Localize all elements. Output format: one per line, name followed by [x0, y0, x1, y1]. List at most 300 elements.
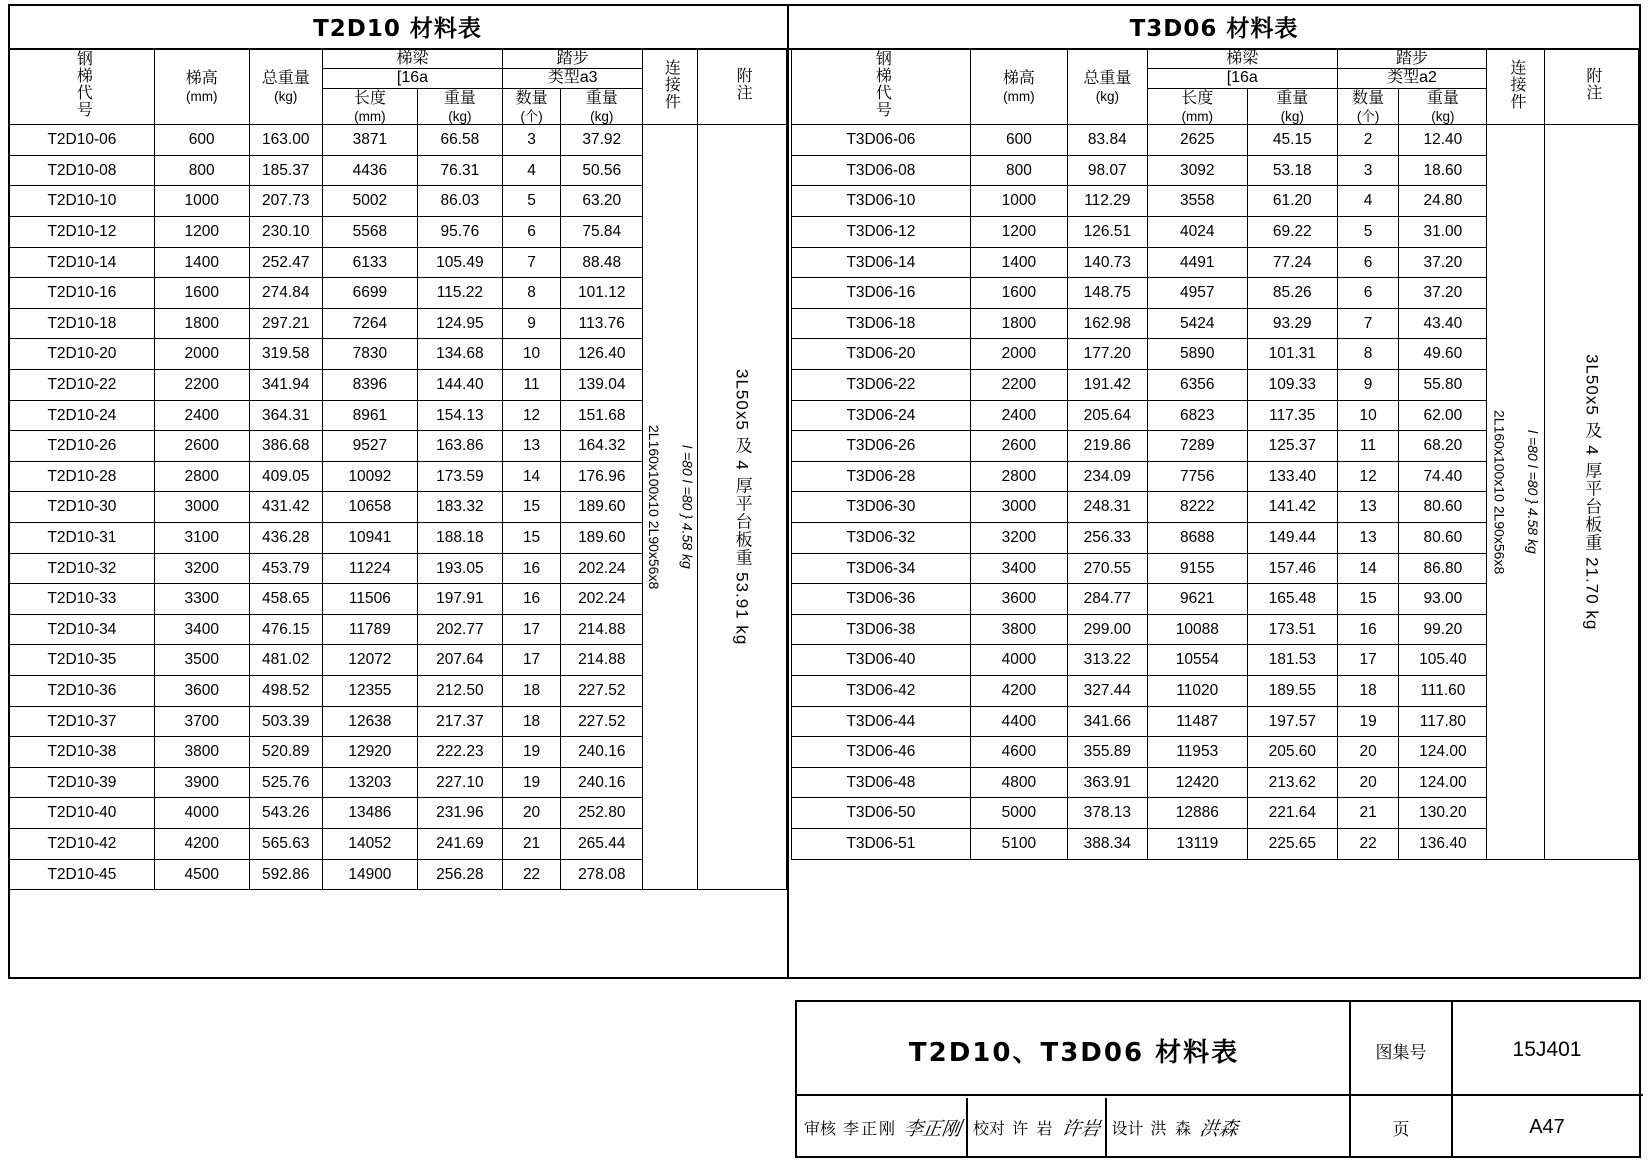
table-cell: 3400	[154, 614, 249, 645]
table-cell: T3D06-44	[792, 706, 971, 737]
right-table-title: T3D06 材料表	[1129, 16, 1299, 42]
table-cell: 252.80	[561, 798, 643, 829]
table-cell: 10554	[1147, 645, 1247, 676]
table-cell: T2D10-20	[10, 339, 155, 370]
table-cell: 18.60	[1399, 155, 1487, 186]
table-cell: T3D06-46	[792, 737, 971, 768]
title-block	[795, 1000, 1641, 1158]
table-cell: 113.76	[561, 308, 643, 339]
table-cell: 189.60	[561, 492, 643, 523]
table-cell: 3700	[154, 706, 249, 737]
table-cell: 11506	[322, 584, 417, 615]
table-cell: 115.22	[417, 278, 502, 309]
table-cell: T3D06-12	[792, 217, 971, 248]
table-cell: 10088	[1147, 614, 1247, 645]
title-block-grid	[797, 1002, 1639, 1156]
table-cell: 63.20	[561, 186, 643, 217]
table-cell: T2D10-37	[10, 706, 155, 737]
table-cell: 213.62	[1247, 767, 1337, 798]
table-cell: 139.04	[561, 370, 643, 401]
right-table-body	[792, 125, 1639, 859]
table-cell: 124.00	[1399, 737, 1487, 768]
table-cell: 18	[502, 706, 560, 737]
table-cell: 227.10	[417, 767, 502, 798]
table-cell: 6823	[1147, 400, 1247, 431]
table-cell: T3D06-40	[792, 645, 971, 676]
table-cell: 800	[154, 155, 249, 186]
table-cell: 388.34	[1067, 828, 1147, 859]
table-cell: 19	[1337, 706, 1399, 737]
signature-check-label: 校对	[973, 1120, 1006, 1138]
signature-design-sign: 洪森	[1198, 1117, 1240, 1140]
table-cell: T3D06-10	[792, 186, 971, 217]
table-cell: 3558	[1147, 186, 1247, 217]
table-cell: T3D06-32	[792, 523, 971, 554]
th-step-qty: 数量 (个)	[502, 88, 560, 125]
table-cell: 12420	[1147, 767, 1247, 798]
table-cell: 68.20	[1399, 431, 1487, 462]
table-cell: 4500	[154, 859, 249, 890]
table-cell: 355.89	[1067, 737, 1147, 768]
table-cell: 21	[1337, 798, 1399, 829]
table-cell: 7264	[322, 308, 417, 339]
th-code: 钢梯代号	[10, 50, 155, 125]
table-cell: 17	[502, 614, 560, 645]
table-cell: 205.60	[1247, 737, 1337, 768]
table-cell: 69.22	[1247, 217, 1337, 248]
th-beam-spec: [16a	[322, 69, 502, 88]
table-cell: 205.64	[1067, 400, 1147, 431]
table-cell: 1400	[970, 247, 1067, 278]
table-cell: 13119	[1147, 828, 1247, 859]
table-cell: 240.16	[561, 767, 643, 798]
table-cell: 43.40	[1399, 308, 1487, 339]
table-cell: 141.42	[1247, 492, 1337, 523]
table-cell: 207.73	[249, 186, 322, 217]
table-cell: 18	[502, 675, 560, 706]
table-cell: T2D10-30	[10, 492, 155, 523]
table-cell: 3300	[154, 584, 249, 615]
table-row	[10, 125, 787, 156]
connector-cell: 2L160x100x10 2L90x56x8 l =80 l =80 } 4.58 kg	[1487, 125, 1545, 859]
table-cell: 297.21	[249, 308, 322, 339]
th-note: 附注	[1544, 50, 1638, 125]
drawing-name: T2D10、T3D06 材料表	[908, 1037, 1240, 1068]
table-cell: 3	[502, 125, 560, 156]
right-table-head	[792, 50, 1639, 125]
th-step-weight: 重量 (kg)	[561, 88, 643, 125]
th-beam-weight: 重量 (kg)	[1247, 88, 1337, 125]
table-cell: 3000	[154, 492, 249, 523]
table-cell: 11789	[322, 614, 417, 645]
table-cell: 7	[1337, 308, 1399, 339]
table-cell: T2D10-08	[10, 155, 155, 186]
table-cell: T3D06-42	[792, 675, 971, 706]
table-cell: 101.31	[1247, 339, 1337, 370]
table-cell: 3600	[970, 584, 1067, 615]
page-label: 页	[1392, 1119, 1410, 1139]
table-cell: 181.53	[1247, 645, 1337, 676]
table-cell: 19	[502, 737, 560, 768]
table-cell: 112.29	[1067, 186, 1147, 217]
table-cell: 3200	[970, 523, 1067, 554]
table-cell: 144.40	[417, 370, 502, 401]
table-cell: T3D06-08	[792, 155, 971, 186]
table-cell: 20	[1337, 737, 1399, 768]
th-step-qty: 数量 (个)	[1337, 88, 1399, 125]
table-cell: 17	[1337, 645, 1399, 676]
table-cell: T3D06-50	[792, 798, 971, 829]
table-cell: 22	[1337, 828, 1399, 859]
table-cell: 6356	[1147, 370, 1247, 401]
table-cell: T2D10-36	[10, 675, 155, 706]
table-cell: 1800	[970, 308, 1067, 339]
table-cell: 231.96	[417, 798, 502, 829]
table-cell: 163.00	[249, 125, 322, 156]
table-cell: 11224	[322, 553, 417, 584]
left-material-table	[9, 49, 787, 890]
table-cell: 2625	[1147, 125, 1247, 156]
table-cell: 341.66	[1067, 706, 1147, 737]
table-cell: 14	[502, 461, 560, 492]
right-material-table	[791, 49, 1639, 860]
table-cell: 214.88	[561, 614, 643, 645]
table-row	[792, 125, 1639, 156]
table-cell: 13	[502, 431, 560, 462]
table-cell: 75.84	[561, 217, 643, 248]
table-cell: 109.33	[1247, 370, 1337, 401]
table-cell: 5568	[322, 217, 417, 248]
table-cell: 140.73	[1067, 247, 1147, 278]
table-cell: 4491	[1147, 247, 1247, 278]
table-cell: 7289	[1147, 431, 1247, 462]
table-cell: 219.86	[1067, 431, 1147, 462]
table-cell: T3D06-22	[792, 370, 971, 401]
table-cell: 13	[1337, 523, 1399, 554]
table-cell: 86.03	[417, 186, 502, 217]
table-cell: 3871	[322, 125, 417, 156]
table-cell: 61.20	[1247, 186, 1337, 217]
table-cell: 126.40	[561, 339, 643, 370]
table-cell: 188.18	[417, 523, 502, 554]
table-cell: 1000	[970, 186, 1067, 217]
table-cell: 11020	[1147, 675, 1247, 706]
table-cell: 2000	[970, 339, 1067, 370]
table-cell: 14900	[322, 859, 417, 890]
table-cell: 19	[502, 767, 560, 798]
table-cell: 93.00	[1399, 584, 1487, 615]
table-cell: 124.00	[1399, 767, 1487, 798]
table-cell: T3D06-14	[792, 247, 971, 278]
th-note: 附注	[697, 50, 786, 125]
table-cell: 76.31	[417, 155, 502, 186]
table-cell: 20	[502, 798, 560, 829]
signature-row	[801, 1098, 1347, 1156]
th-total-weight: 总重量 (kg)	[1067, 50, 1147, 125]
table-cell: 431.42	[249, 492, 322, 523]
table-cell: 101.12	[561, 278, 643, 309]
table-cell: T2D10-28	[10, 461, 155, 492]
table-cell: T2D10-22	[10, 370, 155, 401]
table-cell: 386.68	[249, 431, 322, 462]
signature-review-name: 李正刚	[843, 1120, 898, 1138]
table-cell: 12.40	[1399, 125, 1487, 156]
table-cell: 6699	[322, 278, 417, 309]
table-cell: 24.80	[1399, 186, 1487, 217]
table-cell: 458.65	[249, 584, 322, 615]
th-step: 踏步	[1337, 50, 1487, 69]
table-cell: 66.58	[417, 125, 502, 156]
table-cell: 327.44	[1067, 675, 1147, 706]
table-cell: 212.50	[417, 675, 502, 706]
table-cell: 8	[502, 278, 560, 309]
th-code: 钢梯代号	[792, 50, 971, 125]
table-cell: 481.02	[249, 645, 322, 676]
table-cell: 3800	[154, 737, 249, 768]
signature-divider-2	[1105, 1098, 1107, 1156]
table-cell: 154.13	[417, 400, 502, 431]
table-cell: T2D10-26	[10, 431, 155, 462]
table-cell: T2D10-18	[10, 308, 155, 339]
table-cell: 37.20	[1399, 247, 1487, 278]
th-total-weight: 总重量 (kg)	[249, 50, 322, 125]
table-cell: 4600	[970, 737, 1067, 768]
table-cell: 3400	[970, 553, 1067, 584]
table-cell: 565.63	[249, 828, 322, 859]
table-cell: 183.32	[417, 492, 502, 523]
table-cell: 2200	[970, 370, 1067, 401]
table-cell: 4436	[322, 155, 417, 186]
table-cell: 105.49	[417, 247, 502, 278]
table-cell: 225.65	[1247, 828, 1337, 859]
table-cell: 162.98	[1067, 308, 1147, 339]
table-cell: 230.10	[249, 217, 322, 248]
table-cell: 2600	[154, 431, 249, 462]
table-cell: 202.24	[561, 584, 643, 615]
signature-review-label: 审核	[804, 1120, 837, 1138]
table-cell: 9621	[1147, 584, 1247, 615]
table-cell: 17	[502, 645, 560, 676]
table-cell: 252.47	[249, 247, 322, 278]
table-cell: 62.00	[1399, 400, 1487, 431]
table-cell: 222.23	[417, 737, 502, 768]
table-cell: T3D06-26	[792, 431, 971, 462]
table-cell: 800	[970, 155, 1067, 186]
table-cell: T2D10-42	[10, 828, 155, 859]
table-cell: 117.80	[1399, 706, 1487, 737]
signature-review	[801, 1098, 964, 1156]
table-cell: 10	[1337, 400, 1399, 431]
table-cell: 525.76	[249, 767, 322, 798]
table-cell: 240.16	[561, 737, 643, 768]
table-cell: T3D06-24	[792, 400, 971, 431]
atlas-number-value: 15J401	[1512, 1038, 1582, 1061]
table-cell: 93.29	[1247, 308, 1337, 339]
table-cell: T3D06-38	[792, 614, 971, 645]
table-cell: T2D10-39	[10, 767, 155, 798]
table-cell: 15	[502, 492, 560, 523]
table-cell: 10092	[322, 461, 417, 492]
table-cell: 453.79	[249, 553, 322, 584]
th-step: 踏步	[502, 50, 642, 69]
signature-review-sign: 李正刚	[902, 1117, 963, 1140]
table-cell: T2D10-35	[10, 645, 155, 676]
table-cell: 165.48	[1247, 584, 1337, 615]
table-cell: 11	[502, 370, 560, 401]
table-cell: 149.44	[1247, 523, 1337, 554]
table-cell: T2D10-06	[10, 125, 155, 156]
table-cell: 4957	[1147, 278, 1247, 309]
table-cell: 227.52	[561, 706, 643, 737]
table-cell: 5	[1337, 217, 1399, 248]
table-cell: 5002	[322, 186, 417, 217]
table-cell: 12355	[322, 675, 417, 706]
table-cell: 498.52	[249, 675, 322, 706]
th-beam-length: 长度 (mm)	[322, 88, 417, 125]
table-cell: 13203	[322, 767, 417, 798]
table-cell: T3D06-51	[792, 828, 971, 859]
table-cell: 15	[502, 523, 560, 554]
table-cell: T3D06-06	[792, 125, 971, 156]
table-cell: 4	[1337, 186, 1399, 217]
tb-vline-1	[1349, 1002, 1351, 1156]
table-cell: 53.18	[1247, 155, 1337, 186]
table-cell: 2800	[154, 461, 249, 492]
th-beam-length: 长度 (mm)	[1147, 88, 1247, 125]
table-cell: 88.48	[561, 247, 643, 278]
table-cell: T3D06-18	[792, 308, 971, 339]
table-cell: 256.33	[1067, 523, 1147, 554]
table-cell: 11	[1337, 431, 1399, 462]
tables-divider	[787, 4, 789, 979]
table-cell: 8961	[322, 400, 417, 431]
table-cell: T3D06-34	[792, 553, 971, 584]
table-cell: 111.60	[1399, 675, 1487, 706]
table-cell: 221.64	[1247, 798, 1337, 829]
table-cell: 6	[502, 217, 560, 248]
table-cell: 163.86	[417, 431, 502, 462]
table-cell: 136.40	[1399, 828, 1487, 859]
table-cell: 22	[502, 859, 560, 890]
table-cell: 476.15	[249, 614, 322, 645]
table-cell: 98.07	[1067, 155, 1147, 186]
table-cell: 520.89	[249, 737, 322, 768]
table-cell: 341.94	[249, 370, 322, 401]
table-cell: 4200	[154, 828, 249, 859]
table-cell: 234.09	[1067, 461, 1147, 492]
table-cell: 202.24	[561, 553, 643, 584]
th-connector: 连接件	[1487, 50, 1545, 125]
table-cell: 5	[502, 186, 560, 217]
table-cell: 151.68	[561, 400, 643, 431]
table-cell: 164.32	[561, 431, 643, 462]
table-cell: 83.84	[1067, 125, 1147, 156]
table-cell: 12638	[322, 706, 417, 737]
table-cell: 85.26	[1247, 278, 1337, 309]
table-cell: 3600	[154, 675, 249, 706]
table-cell: 31.00	[1399, 217, 1487, 248]
table-cell: 10941	[322, 523, 417, 554]
table-cell: 9	[1337, 370, 1399, 401]
table-cell: 248.31	[1067, 492, 1147, 523]
table-cell: 6	[1337, 247, 1399, 278]
th-beam-spec: [16a	[1147, 69, 1337, 88]
table-cell: 173.51	[1247, 614, 1337, 645]
table-cell: 202.77	[417, 614, 502, 645]
table-cell: 10658	[322, 492, 417, 523]
table-cell: 409.05	[249, 461, 322, 492]
table-cell: 5000	[970, 798, 1067, 829]
signature-check-name: 许 岩	[1012, 1120, 1055, 1138]
table-cell: 4024	[1147, 217, 1247, 248]
table-cell: 227.52	[561, 675, 643, 706]
note-cell: 3L50x5 及 4 厚平台板重 21.70 kg	[1544, 125, 1638, 859]
table-cell: 16	[502, 584, 560, 615]
table-cell: 278.08	[561, 859, 643, 890]
table-cell: 20	[1337, 767, 1399, 798]
table-cell: T2D10-16	[10, 278, 155, 309]
table-cell: 1200	[970, 217, 1067, 248]
table-cell: 217.37	[417, 706, 502, 737]
table-cell: 11487	[1147, 706, 1247, 737]
table-cell: 12920	[322, 737, 417, 768]
table-cell: 10	[502, 339, 560, 370]
table-cell: 37.20	[1399, 278, 1487, 309]
table-cell: 284.77	[1067, 584, 1147, 615]
note-cell: 3L50x5 及 4 厚平台板重 53.91 kg	[697, 125, 786, 890]
th-beam-weight: 重量 (kg)	[417, 88, 502, 125]
table-cell: T3D06-20	[792, 339, 971, 370]
table-cell: 5100	[970, 828, 1067, 859]
table-cell: 5890	[1147, 339, 1247, 370]
table-cell: 4400	[970, 706, 1067, 737]
atlas-number-label: 图集号	[1375, 1042, 1427, 1062]
table-cell: 13	[1337, 492, 1399, 523]
signature-check	[970, 1098, 1102, 1156]
signature-design-name: 洪 森	[1150, 1120, 1193, 1138]
table-cell: T2D10-32	[10, 553, 155, 584]
th-connector: 连接件	[643, 50, 697, 125]
table-cell: 8222	[1147, 492, 1247, 523]
table-cell: 74.40	[1399, 461, 1487, 492]
table-cell: T2D10-38	[10, 737, 155, 768]
table-cell: 11953	[1147, 737, 1247, 768]
table-cell: 16	[502, 553, 560, 584]
table-cell: T2D10-10	[10, 186, 155, 217]
table-cell: 4800	[970, 767, 1067, 798]
table-cell: 543.26	[249, 798, 322, 829]
table-cell: 274.84	[249, 278, 322, 309]
table-cell: 189.55	[1247, 675, 1337, 706]
table-cell: 197.91	[417, 584, 502, 615]
left-table-title: T2D10 材料表	[313, 16, 482, 42]
table-cell: 80.60	[1399, 523, 1487, 554]
table-cell: 600	[154, 125, 249, 156]
table-cell: 197.57	[1247, 706, 1337, 737]
table-cell: T3D06-28	[792, 461, 971, 492]
table-cell: 189.60	[561, 523, 643, 554]
table-cell: 2400	[970, 400, 1067, 431]
table-cell: T3D06-36	[792, 584, 971, 615]
table-cell: T2D10-24	[10, 400, 155, 431]
table-cell: 8688	[1147, 523, 1247, 554]
table-cell: 3	[1337, 155, 1399, 186]
table-cell: 2000	[154, 339, 249, 370]
table-cell: 3900	[154, 767, 249, 798]
table-cell: 378.13	[1067, 798, 1147, 829]
table-cell: 1600	[154, 278, 249, 309]
table-cell: 157.46	[1247, 553, 1337, 584]
